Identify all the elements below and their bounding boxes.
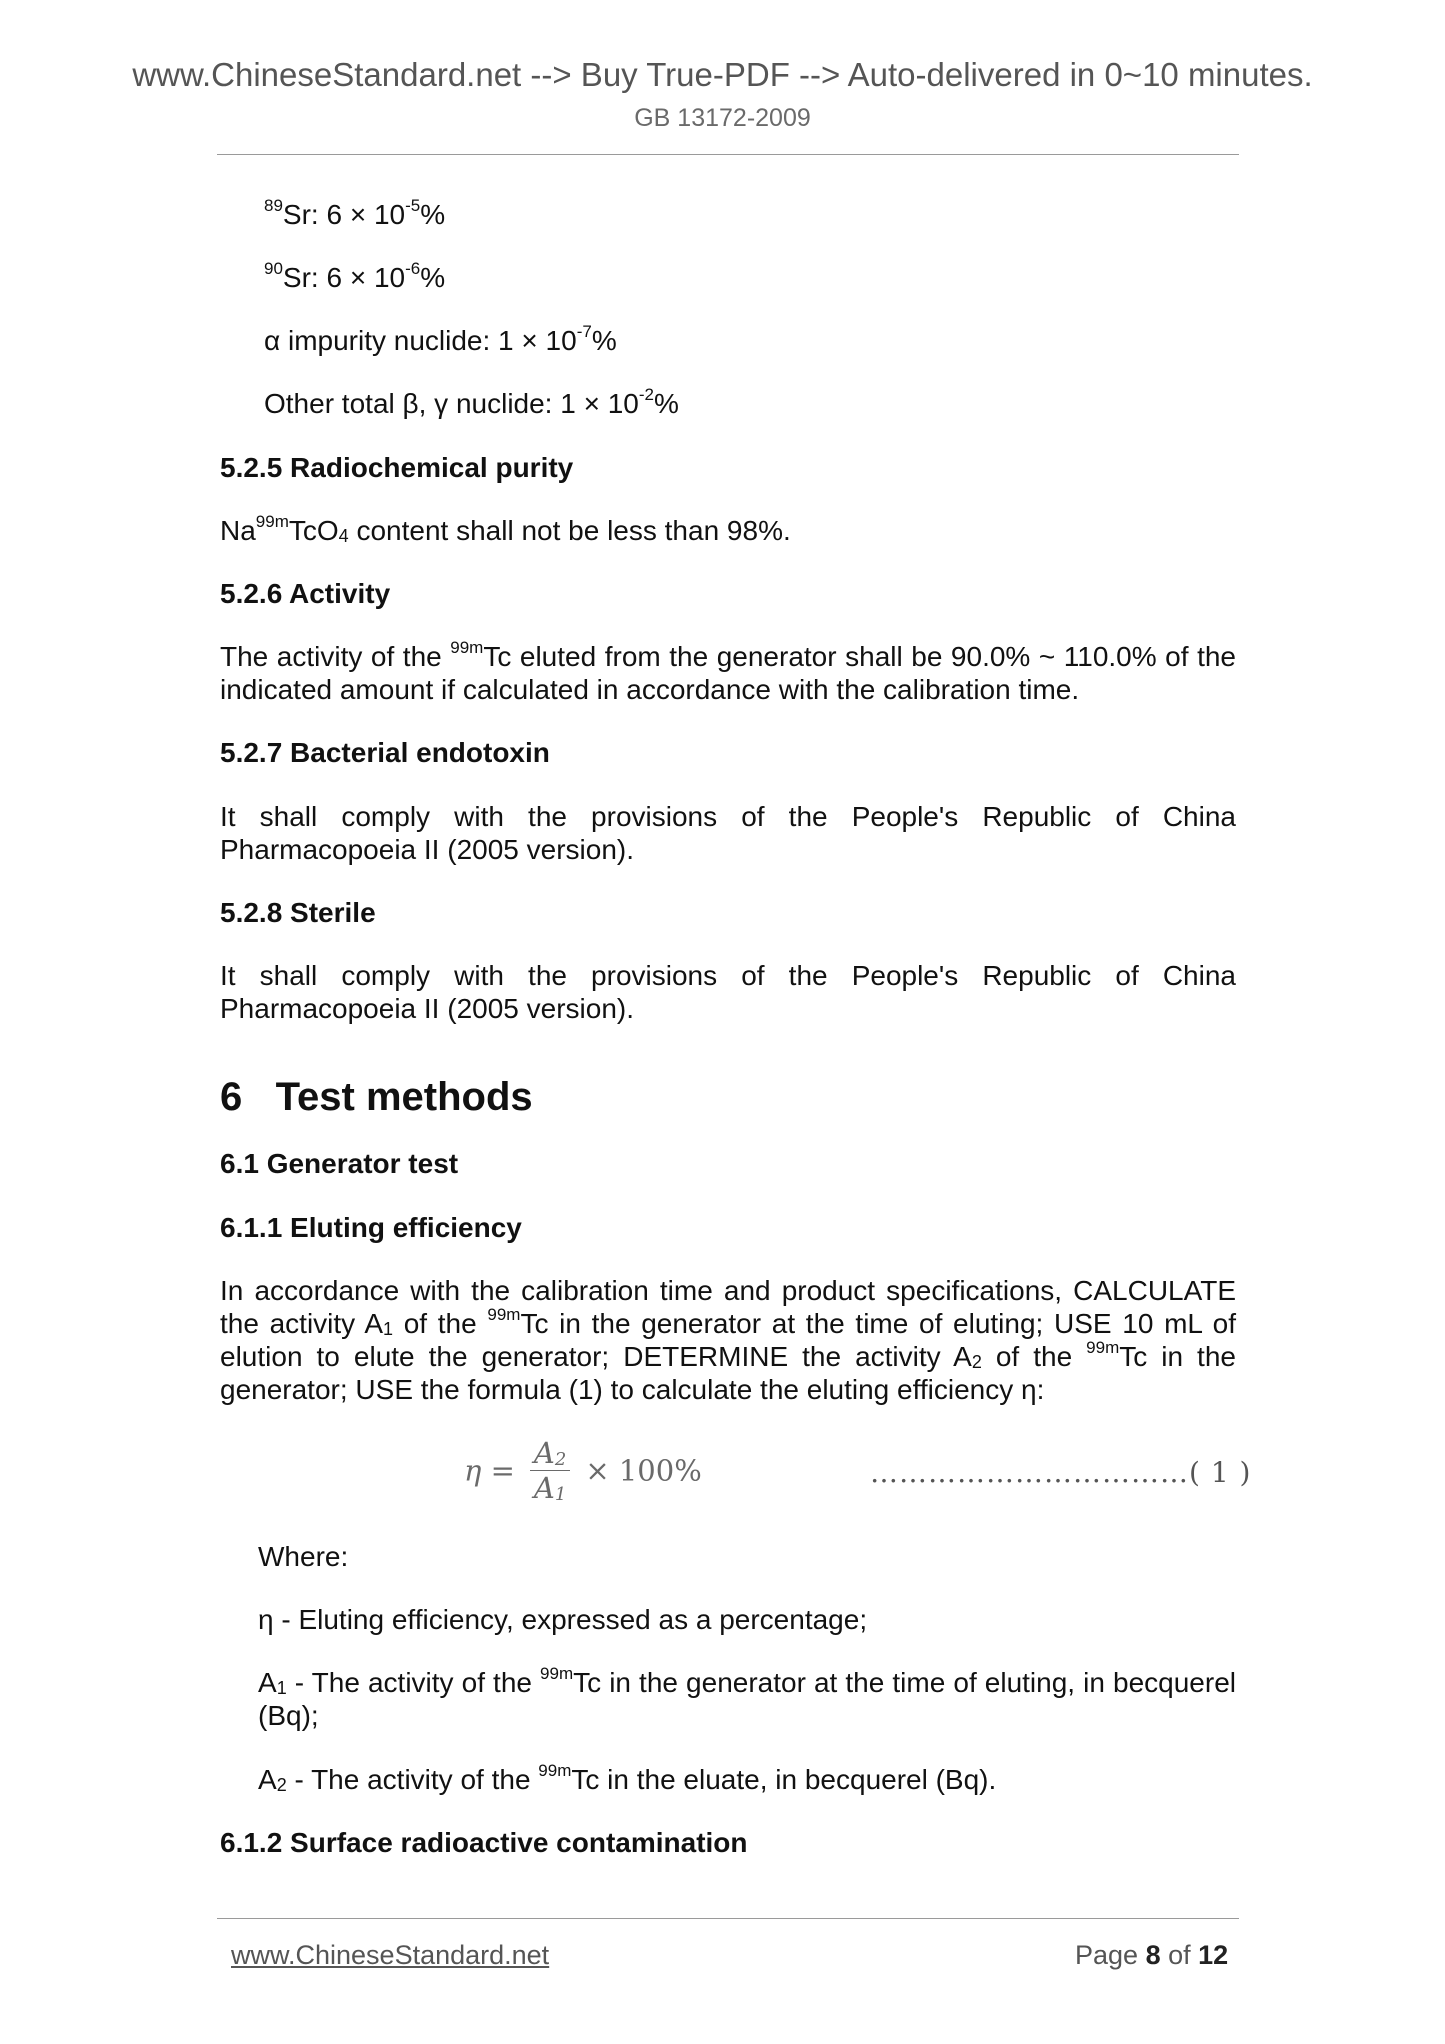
heading-5-2-6: 5.2.6 Activity	[220, 578, 391, 609]
heading-5-2-8: 5.2.8 Sterile	[220, 897, 376, 928]
activity-text: The activity of the $^{99m}$Tc eluted from the generator shall be 90.0% ~ 110.0% of the indicated amount if calculated in accordance with the calibration time.	[220, 638, 1236, 705]
heading-5-2-5: 5.2.5 Radiochemical purity	[220, 452, 574, 483]
footer-rule	[217, 1918, 1239, 1919]
heading-6-1: 6.1 Generator test	[220, 1148, 459, 1179]
a1-definition: $A_1$ - The activity of the $^{99m}$Tc in the generator at the time of eluting, in becquerel (Bq);	[258, 1664, 1236, 1731]
footer-site-link[interactable]: www.ChineseStandard.net	[231, 1940, 550, 1970]
heading-6-1-2: 6.1.2 Surface radioactive contamination	[220, 1827, 748, 1858]
formula-number: ……………………………( 1 )	[870, 1456, 1252, 1489]
limit-alpha: α impurity nuclide: $1 \times 10^{-7}\%$	[264, 322, 617, 356]
heading-6-1-1: 6.1.1 Eluting efficiency	[220, 1212, 522, 1243]
limit-beta-gamma: Other total β, γ nuclide: $1 \times 10^{-2}\%$	[264, 385, 679, 419]
limit-sr89: $^{89}$Sr: $6 \times 10^{-5}\%$	[264, 196, 446, 230]
formula-fraction: $\frac{A_2}{A_1}$	[530, 1436, 570, 1505]
page-number: Page 8 of 12	[1075, 1940, 1229, 1970]
document-id: GB 13172-2009	[634, 104, 811, 132]
heading-6: 6 Test methods	[220, 1075, 533, 1119]
header-banner: www.ChineseStandard.net --> Buy True-PDF --> Auto-delivered in 0~10 minutes.	[132, 56, 1313, 93]
sterile-text: It shall comply with the provisions of the People's Republic of China Pharmacopoeia II (2005 version).	[220, 960, 1236, 1024]
a2-definition: $A_2$ - The activity of the $^{99m}$Tc in the eluate, in becquerel (Bq).	[258, 1761, 997, 1795]
endotoxin-text: It shall comply with the provisions of the People's Republic of China Pharmacopoeia II (2005 version).	[220, 801, 1236, 865]
eta-definition: η - Eluting efficiency, expressed as a percentage;	[258, 1604, 868, 1635]
where-label: Where:	[258, 1541, 349, 1572]
formula-1: η = $\frac{A_2}{A_1}$ × 100%	[464, 1436, 702, 1505]
heading-5-2-7: 5.2.7 Bacterial endotoxin	[220, 737, 550, 768]
radiochemical-purity-text: $Na^{99m}TcO_4$ content shall not be less than 98%.	[220, 512, 791, 546]
eluting-efficiency-text: In accordance with the calibration time and product specifications, CALCULATE the activity $A_1$ of the $^{99m}$Tc in the generator at the time of eluting; USE 10 mL of elution to elute the generator; DETERMINE the activity $A_2$ of the $^{99m}$Tc in the generator; USE the formula (1) to calculate the eluting efficiency η:	[220, 1275, 1236, 1405]
limit-sr90: $^{90}$Sr: $6 \times 10^{-6}\%$	[264, 259, 446, 293]
header-rule	[217, 154, 1239, 155]
